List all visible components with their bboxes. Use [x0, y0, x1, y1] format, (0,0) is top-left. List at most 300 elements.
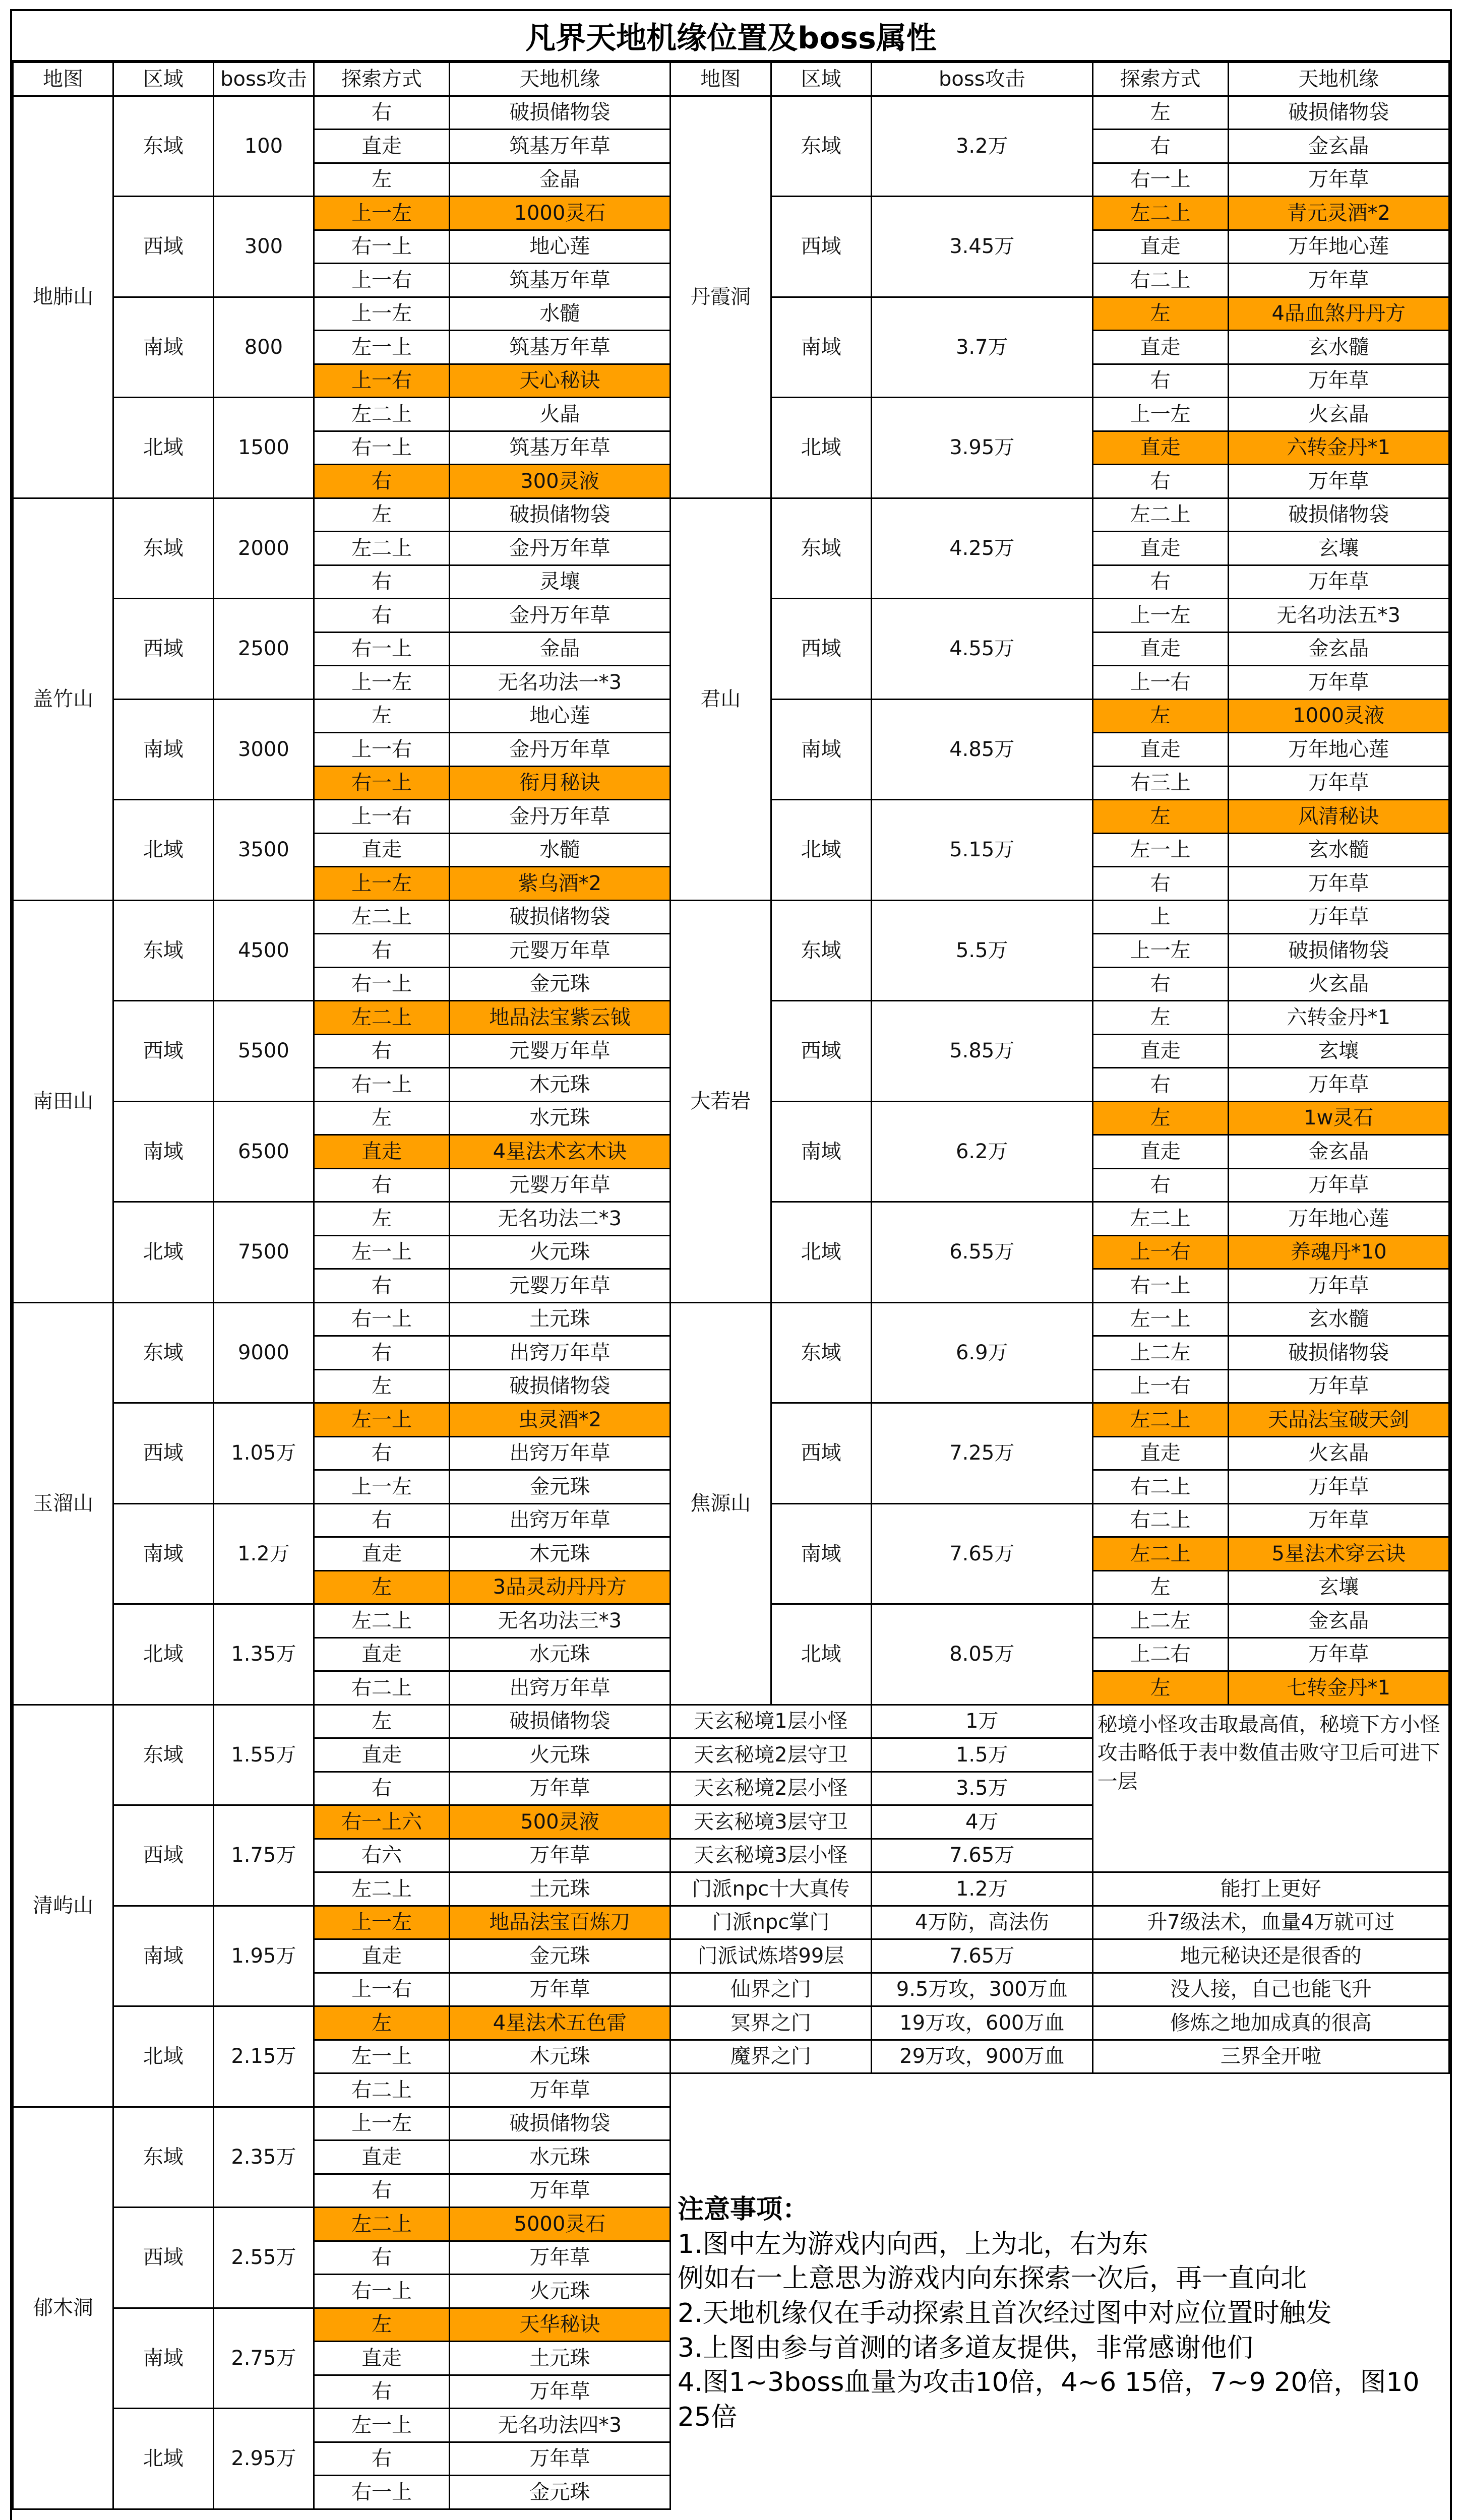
- map-name: 玉溜山: [13, 1302, 113, 1705]
- fortune-item: 万年地心莲: [1228, 1202, 1449, 1236]
- fortune-item: 万年草: [1228, 1470, 1449, 1504]
- explore-method: 左: [314, 1570, 450, 1604]
- explore-method: 左: [1092, 297, 1228, 331]
- fortune-item: 地心莲: [449, 230, 670, 264]
- zone-name: 南域: [113, 2308, 214, 2409]
- fortune-item: 七转金丹*1: [1228, 1671, 1449, 1705]
- explore-method: 直走: [314, 2342, 450, 2375]
- explore-method: 左一上: [314, 331, 450, 364]
- fortune-item: 紫乌酒*2: [449, 867, 670, 901]
- fortune-item: 风清秘诀: [1228, 800, 1449, 834]
- zone-name: 北域: [113, 2006, 214, 2107]
- explore-method: 左: [1092, 800, 1228, 834]
- explore-method: 上二左: [1092, 1604, 1228, 1638]
- fortune-item: 金晶: [449, 632, 670, 666]
- fortune-item: 万年草: [1228, 1068, 1449, 1102]
- explore-method: 上二右: [1092, 1637, 1228, 1671]
- explore-method: 左: [314, 498, 450, 532]
- fortune-item: 出窍万年草: [449, 1671, 670, 1705]
- extra-note: 升7级法术，血量4万就可过: [1092, 1906, 1449, 1939]
- fortune-item: 破损储物袋: [1228, 1336, 1449, 1370]
- boss-attack: 4.25万: [871, 498, 1092, 599]
- explore-method: 右一上: [314, 2476, 450, 2509]
- table-row: [13, 2006, 1449, 2040]
- fortune-item: 火元珠: [449, 1738, 670, 1772]
- zone-name: 北域: [113, 398, 214, 498]
- zone-name: 东域: [113, 498, 214, 599]
- zone-name: 东域: [771, 498, 871, 599]
- extra-value: 7.65万: [871, 1939, 1092, 1973]
- sheet-title: 凡界天地机缘位置及boss属性: [12, 11, 1450, 61]
- fortune-item: 木元珠: [449, 1068, 670, 1102]
- explore-method: 右: [314, 96, 450, 130]
- zone-name: 西域: [113, 1403, 214, 1504]
- explore-method: 右: [1092, 1068, 1228, 1102]
- fortune-item: 万年草: [449, 1973, 670, 2006]
- explore-method: 右: [1092, 1168, 1228, 1202]
- column-header: boss攻击: [213, 62, 314, 96]
- extra-note: 能打上更好: [1092, 1872, 1449, 1906]
- explore-method: 左二上: [314, 1001, 450, 1035]
- zone-name: 东域: [113, 900, 214, 1001]
- fortune-item: 万年草: [1228, 1369, 1449, 1403]
- zone-name: 西域: [771, 1001, 871, 1102]
- zone-name: 西域: [771, 1403, 871, 1504]
- header-row: [13, 62, 1449, 96]
- explore-method: 上二左: [1092, 1336, 1228, 1370]
- fortune-item: 水髓: [449, 297, 670, 331]
- fortune-item: 1w灵石: [1228, 1101, 1449, 1135]
- extra-value: 1.5万: [871, 1738, 1092, 1772]
- fortune-item: 万年草: [1228, 565, 1449, 599]
- fortune-item: 4星法术玄木诀: [449, 1135, 670, 1169]
- fortune-item: 破损储物袋: [1228, 96, 1449, 130]
- boss-attack: 2000: [213, 498, 314, 599]
- zone-name: 西域: [771, 197, 871, 297]
- boss-attack: 5.5万: [871, 900, 1092, 1001]
- zone-name: 东域: [113, 1705, 214, 1805]
- fortune-item: 破损储物袋: [449, 900, 670, 934]
- extra-value: 4万: [871, 1805, 1092, 1839]
- explore-method: 左二上: [314, 398, 450, 431]
- zone-name: 南域: [771, 1503, 871, 1604]
- explore-method: 左: [1092, 1671, 1228, 1705]
- explore-method: 直走: [314, 1637, 450, 1671]
- explore-method: 左二上: [1092, 1403, 1228, 1437]
- fortune-item: 水元珠: [449, 2140, 670, 2174]
- fortune-item: 土元珠: [449, 2342, 670, 2375]
- fortune-item: 玄壤: [1228, 1570, 1449, 1604]
- explore-method: 直走: [1092, 431, 1228, 465]
- column-header: 天地机缘: [449, 62, 670, 96]
- spreadsheet: [10, 9, 1452, 2520]
- fortune-item: 养魂丹*10: [1228, 1235, 1449, 1269]
- explore-method: 上一右: [314, 733, 450, 767]
- fortune-item: 万年草: [449, 2442, 670, 2476]
- fortune-item: 元婴万年草: [449, 1269, 670, 1303]
- boss-attack: 1.55万: [213, 1705, 314, 1805]
- boss-attack: 8.05万: [871, 1604, 1092, 1705]
- explore-method: 上一右: [314, 264, 450, 297]
- fortune-item: 万年地心莲: [1228, 733, 1449, 767]
- boss-attack: 1.05万: [213, 1403, 314, 1504]
- explore-method: 上一左: [314, 867, 450, 901]
- fortune-item: 六转金丹*1: [1228, 1001, 1449, 1035]
- fortune-item: 玄壤: [1228, 1034, 1449, 1068]
- fortune-item: 万年草: [449, 1839, 670, 1872]
- explore-method: 右: [1092, 364, 1228, 398]
- explore-method: 上一左: [314, 297, 450, 331]
- extra-note: 三界全开啦: [1092, 2040, 1449, 2073]
- zone-name: 西域: [113, 1001, 214, 1102]
- explore-method: 右三上: [1092, 766, 1228, 800]
- fortune-item: 玄水髓: [1228, 833, 1449, 867]
- fortune-item: 木元珠: [449, 1537, 670, 1571]
- zone-name: 东域: [771, 96, 871, 197]
- explore-method: 右: [314, 1503, 450, 1537]
- zone-name: 东域: [771, 1302, 871, 1403]
- explore-method: 右一上: [314, 766, 450, 800]
- explore-method: 右: [314, 2442, 450, 2476]
- fortune-item: 万年草: [449, 2073, 670, 2107]
- data-table: [12, 61, 1450, 2510]
- boss-attack: 6500: [213, 1101, 314, 1202]
- explore-method: 右: [314, 2241, 450, 2275]
- explore-method: 左二上: [1092, 1537, 1228, 1571]
- extra-label: 魔界之门: [670, 2040, 871, 2073]
- fortune-item: 1000灵石: [449, 197, 670, 230]
- fortune-item: 出窍万年草: [449, 1503, 670, 1537]
- fortune-item: 4品血煞丹丹方: [1228, 297, 1449, 331]
- explore-method: 右: [314, 1436, 450, 1470]
- zone-name: 南域: [113, 1101, 214, 1202]
- fortune-item: 破损储物袋: [449, 2107, 670, 2140]
- zone-name: 南域: [771, 297, 871, 398]
- explore-method: 右: [314, 1168, 450, 1202]
- fortune-item: 4星法术五色雷: [449, 2006, 670, 2040]
- fortune-item: 5星法术穿云诀: [1228, 1537, 1449, 1571]
- map-name: 盖竹山: [13, 498, 113, 900]
- explore-method: 直走: [314, 1738, 450, 1772]
- map-name: 地肺山: [13, 96, 113, 498]
- fortune-item: 玄水髓: [1228, 331, 1449, 364]
- fortune-item: 天品法宝破天剑: [1228, 1403, 1449, 1437]
- boss-attack: 6.2万: [871, 1101, 1092, 1202]
- explore-method: 上一右: [314, 364, 450, 398]
- extra-label: 门派npc十大真传: [670, 1872, 871, 1906]
- zone-name: 北域: [113, 2409, 214, 2509]
- explore-method: 左二上: [314, 2208, 450, 2241]
- fortune-item: 500灵液: [449, 1805, 670, 1839]
- explore-method: 右: [314, 1772, 450, 1805]
- fortune-item: 火玄晶: [1228, 398, 1449, 431]
- fortune-item: 万年草: [1228, 1637, 1449, 1671]
- boss-attack: 1.95万: [213, 1906, 314, 2006]
- extra-label: 天玄秘境2层小怪: [670, 1772, 871, 1805]
- map-name: 大若岩: [670, 900, 771, 1302]
- fortune-item: 金丹万年草: [449, 532, 670, 565]
- explore-method: 左二上: [314, 1872, 450, 1906]
- map-name: 清屿山: [13, 1705, 113, 2107]
- fortune-item: 天华秘诀: [449, 2308, 670, 2342]
- fortune-item: 金丹万年草: [449, 733, 670, 767]
- fortune-item: 破损储物袋: [449, 498, 670, 532]
- explore-method: 左: [314, 1705, 450, 1738]
- explore-method: 右二上: [1092, 264, 1228, 297]
- boss-attack: 2.75万: [213, 2308, 314, 2409]
- explore-method: 左: [1092, 1001, 1228, 1035]
- explore-method: 左一上: [314, 1235, 450, 1269]
- zone-name: 南域: [113, 1906, 214, 2006]
- explore-method: 左: [314, 1369, 450, 1403]
- extra-label: 冥界之门: [670, 2006, 871, 2040]
- fortune-item: 万年草: [1228, 666, 1449, 700]
- fortune-item: 金晶: [449, 163, 670, 197]
- boss-attack: 800: [213, 297, 314, 398]
- fortune-item: 金玄晶: [1228, 632, 1449, 666]
- fortune-item: 虫灵酒*2: [449, 1403, 670, 1437]
- boss-attack: 1.75万: [213, 1805, 314, 1906]
- zone-name: 东域: [771, 900, 871, 1001]
- fortune-item: 六转金丹*1: [1228, 431, 1449, 465]
- boss-attack: 3500: [213, 800, 314, 901]
- zone-name: 北域: [771, 800, 871, 901]
- extra-value: 19万攻，600万血: [871, 2006, 1092, 2040]
- boss-attack: 7.65万: [871, 1503, 1092, 1604]
- boss-attack: 5500: [213, 1001, 314, 1102]
- explore-method: 右一上: [314, 632, 450, 666]
- explore-method: 左一上: [314, 2040, 450, 2073]
- fortune-item: 衔月秘诀: [449, 766, 670, 800]
- boss-attack: 5.15万: [871, 800, 1092, 901]
- note-line: 例如右一上意思为游戏内向东探索一次后，再一直向北: [678, 2263, 1307, 2294]
- boss-attack: 5.85万: [871, 1001, 1092, 1102]
- zone-name: 南域: [771, 699, 871, 800]
- extra-label: 天玄秘境3层守卫: [670, 1805, 871, 1839]
- fortune-item: 无名功法二*3: [449, 1202, 670, 1236]
- explore-method: 右一上: [1092, 1269, 1228, 1303]
- explore-method: 右一上: [314, 967, 450, 1001]
- boss-attack: 3000: [213, 699, 314, 800]
- fortune-item: 火玄晶: [1228, 1436, 1449, 1470]
- boss-attack: 300: [213, 197, 314, 297]
- explore-method: 右: [314, 1034, 450, 1068]
- zone-name: 北域: [771, 1604, 871, 1705]
- fortune-item: 金元珠: [449, 2476, 670, 2509]
- boss-attack: 7500: [213, 1202, 314, 1303]
- boss-attack: 100: [213, 96, 314, 197]
- explore-method: 左: [314, 2308, 450, 2342]
- boss-attack: 1500: [213, 398, 314, 498]
- extra-value: 9.5万攻，300万血: [871, 1973, 1092, 2006]
- explore-method: 直走: [314, 130, 450, 163]
- extra-note: 没人接，自己也能飞升: [1092, 1973, 1449, 2006]
- fortune-item: 万年草: [1228, 264, 1449, 297]
- zone-name: 南域: [113, 297, 214, 398]
- explore-method: 右一上: [1092, 163, 1228, 197]
- fortune-item: 天心秘诀: [449, 364, 670, 398]
- fortune-item: 金玄晶: [1228, 1604, 1449, 1638]
- boss-attack: 4.85万: [871, 699, 1092, 800]
- extra-value: 1.2万: [871, 1872, 1092, 1906]
- zone-name: 南域: [113, 1503, 214, 1604]
- column-header: 地图: [13, 62, 113, 96]
- notes-block: [678, 2192, 1449, 2434]
- explore-method: 左: [314, 1202, 450, 1236]
- explore-method: 右: [314, 2375, 450, 2409]
- fortune-item: 金玄晶: [1228, 1135, 1449, 1169]
- column-header: 探索方式: [1092, 62, 1228, 96]
- note-line: 1.图中左为游戏内向西，上为北，右为东: [678, 2229, 1148, 2259]
- fortune-item: 5000灵石: [449, 2208, 670, 2241]
- explore-method: 左一上: [1092, 1302, 1228, 1336]
- zone-name: 东域: [113, 96, 214, 197]
- explore-method: 右一上: [314, 1302, 450, 1336]
- explore-method: 左: [314, 2006, 450, 2040]
- fortune-item: 万年草: [1228, 163, 1449, 197]
- explore-method: 上一左: [314, 1906, 450, 1939]
- fortune-item: 水元珠: [449, 1101, 670, 1135]
- explore-method: 右二上: [314, 2073, 450, 2107]
- fortune-item: 300灵液: [449, 465, 670, 498]
- note-line: 3.上图由参与首测的诸多道友提供，非常感谢他们: [678, 2333, 1253, 2363]
- extra-note: 修炼之地加成真的很高: [1092, 2006, 1449, 2040]
- fortune-item: 筑基万年草: [449, 130, 670, 163]
- explore-method: 左二上: [314, 900, 450, 934]
- extra-note-block: 秘境小怪攻击取最高值，秘境下方小怪攻击略低于表中数值击败守卫后可进下一层: [1092, 1705, 1449, 1872]
- explore-method: 直走: [1092, 1135, 1228, 1169]
- column-header: 区域: [113, 62, 214, 96]
- explore-method: 直走: [314, 1135, 450, 1169]
- boss-attack: 7.25万: [871, 1403, 1092, 1504]
- boss-attack: 2.55万: [213, 2208, 314, 2308]
- explore-method: 直走: [314, 1939, 450, 1973]
- explore-method: 左: [314, 1101, 450, 1135]
- explore-method: 左二上: [314, 532, 450, 565]
- fortune-item: 水元珠: [449, 1637, 670, 1671]
- fortune-item: 3品灵动丹丹方: [449, 1570, 670, 1604]
- explore-method: 右: [314, 565, 450, 599]
- explore-method: 直走: [314, 2140, 450, 2174]
- explore-method: 左: [1092, 699, 1228, 733]
- fortune-item: 木元珠: [449, 2040, 670, 2073]
- explore-method: 左: [1092, 1570, 1228, 1604]
- fortune-item: 灵壤: [449, 565, 670, 599]
- zone-name: 北域: [113, 1604, 214, 1705]
- explore-method: 直走: [314, 1537, 450, 1571]
- zone-name: 东域: [113, 1302, 214, 1403]
- fortune-item: 地心莲: [449, 699, 670, 733]
- explore-method: 直走: [1092, 331, 1228, 364]
- fortune-item: 万年草: [1228, 900, 1449, 934]
- map-name: 丹霞洞: [670, 96, 771, 498]
- table-row: [13, 1705, 1449, 1738]
- fortune-item: 1000灵液: [1228, 699, 1449, 733]
- boss-attack: 6.55万: [871, 1202, 1092, 1303]
- fortune-item: 万年草: [1228, 867, 1449, 901]
- fortune-item: 万年草: [449, 1772, 670, 1805]
- notes-heading: 注意事项：: [678, 2194, 809, 2225]
- explore-method: 左二上: [314, 1604, 450, 1638]
- explore-method: 上一右: [1092, 1369, 1228, 1403]
- fortune-item: 破损储物袋: [1228, 934, 1449, 968]
- zone-name: 北域: [771, 1202, 871, 1303]
- boss-attack: 2.35万: [213, 2107, 314, 2208]
- explore-method: 上一左: [314, 1470, 450, 1504]
- fortune-item: 元婴万年草: [449, 1168, 670, 1202]
- explore-method: 直走: [1092, 532, 1228, 565]
- fortune-item: 金元珠: [449, 967, 670, 1001]
- explore-method: 上一左: [314, 197, 450, 230]
- explore-method: 上一右: [1092, 666, 1228, 700]
- boss-attack: 2.95万: [213, 2409, 314, 2509]
- fortune-item: 破损储物袋: [449, 96, 670, 130]
- fortune-item: 万年草: [1228, 364, 1449, 398]
- explore-method: 上: [1092, 900, 1228, 934]
- extra-value: 3.5万: [871, 1772, 1092, 1805]
- explore-method: 上一右: [314, 800, 450, 834]
- explore-method: 左二上: [1092, 498, 1228, 532]
- fortune-item: 破损储物袋: [449, 1369, 670, 1403]
- fortune-item: 土元珠: [449, 1872, 670, 1906]
- explore-method: 右一上: [314, 1068, 450, 1102]
- extra-label: 天玄秘境3层小怪: [670, 1839, 871, 1872]
- note-line: 4.图1~3boss血量为攻击10倍，4~6 15倍，7~9 20倍，图10 25倍: [678, 2367, 1420, 2432]
- boss-attack: 1.35万: [213, 1604, 314, 1705]
- fortune-item: 青元灵酒*2: [1228, 197, 1449, 230]
- fortune-item: 万年地心莲: [1228, 230, 1449, 264]
- fortune-item: 火元珠: [449, 1235, 670, 1269]
- explore-method: 左: [1092, 96, 1228, 130]
- fortune-item: 出窍万年草: [449, 1436, 670, 1470]
- fortune-item: 火晶: [449, 398, 670, 431]
- boss-attack: 3.45万: [871, 197, 1092, 297]
- fortune-item: 筑基万年草: [449, 264, 670, 297]
- column-header: 探索方式: [314, 62, 450, 96]
- explore-method: 直走: [1092, 1034, 1228, 1068]
- boss-attack: 9000: [213, 1302, 314, 1403]
- zone-name: 北域: [113, 1202, 214, 1303]
- explore-method: 左二上: [1092, 197, 1228, 230]
- fortune-item: 金丹万年草: [449, 800, 670, 834]
- column-header: 天地机缘: [1228, 62, 1449, 96]
- column-header: 区域: [771, 62, 871, 96]
- explore-method: 上一左: [314, 2107, 450, 2140]
- explore-method: 右: [1092, 967, 1228, 1001]
- fortune-item: 万年草: [1228, 1269, 1449, 1303]
- explore-method: 上一左: [1092, 599, 1228, 633]
- fortune-item: 万年草: [1228, 465, 1449, 498]
- extra-value: 4万防，高法伤: [871, 1906, 1092, 1939]
- extra-label: 门派试炼塔99层: [670, 1939, 871, 1973]
- fortune-item: 无名功法四*3: [449, 2409, 670, 2442]
- zone-name: 西域: [113, 1805, 214, 1906]
- explore-method: 直走: [1092, 1436, 1228, 1470]
- explore-method: 右二上: [1092, 1503, 1228, 1537]
- extra-label: 仙界之门: [670, 1973, 871, 2006]
- fortune-item: 金元珠: [449, 1470, 670, 1504]
- explore-method: 右: [314, 934, 450, 968]
- extra-note: 地元秘诀还是很香的: [1092, 1939, 1449, 1973]
- extra-label: 门派npc掌门: [670, 1906, 871, 1939]
- explore-method: 右: [1092, 130, 1228, 163]
- boss-attack: 3.7万: [871, 297, 1092, 398]
- map-name: 南田山: [13, 900, 113, 1302]
- fortune-item: 金玄晶: [1228, 130, 1449, 163]
- boss-attack: 1.2万: [213, 1503, 314, 1604]
- explore-method: 右二上: [314, 1671, 450, 1705]
- explore-method: 右: [314, 2174, 450, 2208]
